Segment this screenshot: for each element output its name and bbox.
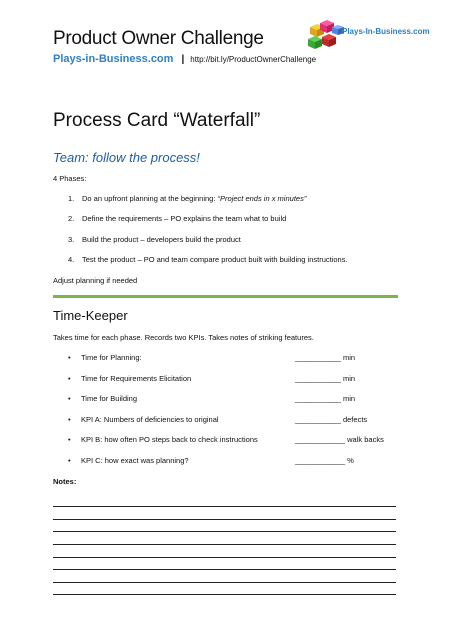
note-line[interactable]: [53, 569, 396, 570]
timekeeper-item: [68, 456, 398, 465]
phase-text: Do an upfront planning at the beginning:: [82, 194, 218, 203]
logo-text: Plays-In-Business.com: [342, 27, 430, 36]
timekeeper-heading: Time-Keeper: [53, 308, 128, 323]
timekeeper-item-blank[interactable]: ___________ min: [295, 353, 356, 362]
phase-number: 3.: [68, 235, 75, 244]
timekeeper-item-label: KPI C: how exact was planning?: [81, 456, 189, 465]
phase-number: 4.: [68, 255, 75, 264]
timekeeper-item-blank[interactable]: ___________ min: [295, 374, 356, 383]
timekeeper-item: [68, 415, 398, 424]
timekeeper-item: [68, 394, 398, 403]
note-line[interactable]: [53, 582, 396, 583]
note-line[interactable]: [53, 557, 396, 558]
note-line[interactable]: [53, 544, 396, 545]
phase-item: [68, 194, 306, 203]
timekeeper-item: [68, 353, 398, 362]
brand-url-link[interactable]: http://bit.ly/ProductOwnerChallenge: [190, 55, 317, 64]
phase-item: [68, 214, 286, 223]
timekeeper-item-blank[interactable]: ____________ %: [295, 456, 354, 465]
timekeeper-item-label: Time for Building: [81, 394, 137, 403]
phase-number: 2.: [68, 214, 75, 223]
adjust-planning-note: Adjust planning if needed: [53, 276, 138, 285]
timekeeper-item-label: Time for Planning:: [81, 353, 142, 362]
bullet-icon: •: [68, 394, 71, 403]
phase-quote: “Project ends in x minutes”: [217, 194, 307, 203]
timekeeper-item-blank[interactable]: ___________ min: [295, 394, 356, 403]
bullet-icon: •: [68, 435, 71, 444]
note-line[interactable]: [53, 519, 396, 520]
phase-number: 1.: [68, 194, 75, 203]
process-card-title: Process Card “Waterfall”: [53, 110, 261, 131]
bullet-icon: •: [68, 456, 71, 465]
phase-item: [68, 235, 241, 244]
timekeeper-item-label: KPI B: how often PO steps back to check instructions: [81, 435, 258, 444]
bullet-icon: •: [68, 374, 71, 383]
phase-text: Build the product – developers build the product: [82, 235, 241, 244]
timekeeper-item-blank[interactable]: ___________ defects: [295, 415, 368, 424]
note-line[interactable]: [53, 506, 396, 507]
timekeeper-item: [68, 374, 398, 383]
brand-separator: |: [181, 54, 185, 65]
timekeeper-item-label: KPI A: Numbers of deficiencies to original: [81, 415, 219, 424]
bullet-icon: •: [68, 353, 71, 362]
phase-text: Test the product – PO and team compare product built with building instructions.: [82, 255, 348, 264]
note-line[interactable]: [53, 594, 396, 595]
plays-in-business-logo: [306, 19, 430, 53]
phase-text: Define the requirements – PO explains the team what to build: [82, 214, 287, 223]
section-divider: [53, 295, 398, 298]
timekeeper-description: Takes time for each phase. Records two KPIs. Takes notes of striking features.: [53, 333, 314, 342]
bullet-icon: •: [68, 415, 71, 424]
document-header-title: Product Owner Challenge: [53, 28, 264, 49]
notes-label: Notes:: [53, 477, 77, 486]
timekeeper-item-label: Time for Requirements Elicitation: [81, 374, 192, 383]
colored-cubes-icon: [306, 19, 346, 53]
timekeeper-item-blank[interactable]: ____________ walk backs: [295, 435, 384, 444]
timekeeper-item: [68, 435, 398, 444]
team-heading: Team: follow the process!: [53, 150, 200, 165]
brand-name: Plays-in-Business.com: [53, 53, 174, 65]
phase-item: [68, 255, 348, 264]
phases-label: 4 Phases:: [53, 174, 87, 183]
note-line[interactable]: [53, 531, 396, 532]
brand-line: [53, 53, 316, 65]
